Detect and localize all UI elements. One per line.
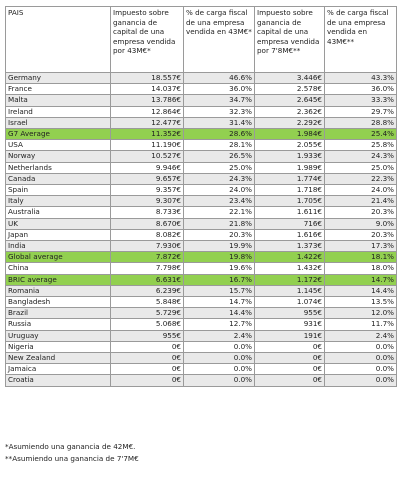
row-tax-43m: 10.527€ [111, 151, 184, 162]
row-pct-43m: 19.6% [184, 263, 255, 274]
row-tax-43m: 9.946€ [111, 162, 184, 173]
row-country: India [6, 241, 111, 252]
row-country: Romania [6, 285, 111, 296]
table-row [6, 375, 397, 386]
row-tax-7-8m: 1.422€ [255, 252, 325, 263]
row-pct-43m: 28.6% [184, 129, 255, 140]
row-pct-43m: 2.4% [184, 330, 255, 341]
row-country: Jamaica [6, 364, 111, 375]
row-pct-7-8m: 33.3% [325, 95, 397, 106]
row-pct-7-8m: 14.4% [325, 285, 397, 296]
row-pct-7-8m: 28.8% [325, 117, 397, 128]
row-country: Malta [6, 95, 111, 106]
row-tax-7-8m: 1.705€ [255, 196, 325, 207]
row-tax-7-8m: 1.373€ [255, 241, 325, 252]
row-country: Italy [6, 196, 111, 207]
row-tax-43m: 0€ [111, 341, 184, 352]
row-country: Israel [6, 117, 111, 128]
row-tax-43m: 9.657€ [111, 173, 184, 184]
row-tax-7-8m: 716€ [255, 218, 325, 229]
row-tax-7-8m: 2.645€ [255, 95, 325, 106]
table-row [6, 196, 397, 207]
row-tax-43m: 7.798€ [111, 263, 184, 274]
table-row [6, 106, 397, 117]
row-pct-43m: 34.7% [184, 95, 255, 106]
table-row [6, 308, 397, 319]
row-pct-7-8m: 12.0% [325, 308, 397, 319]
row-pct-7-8m: 0.0% [325, 375, 397, 386]
row-tax-43m: 12.864€ [111, 106, 184, 117]
row-pct-43m: 15.7% [184, 285, 255, 296]
row-tax-7-8m: 2.055€ [255, 140, 325, 151]
row-tax-7-8m: 1.432€ [255, 263, 325, 274]
row-country: Ireland [6, 106, 111, 117]
row-country: Nigeria [6, 341, 111, 352]
row-tax-43m: 0€ [111, 364, 184, 375]
row-country: France [6, 84, 111, 95]
row-tax-43m: 0€ [111, 375, 184, 386]
row-pct-7-8m: 0.0% [325, 353, 397, 364]
table-row [6, 84, 397, 95]
row-pct-43m: 16.7% [184, 274, 255, 285]
row-tax-43m: 9.357€ [111, 185, 184, 196]
table-row [6, 218, 397, 229]
table-row [6, 207, 397, 218]
table-row [6, 229, 397, 240]
table-row [6, 162, 397, 173]
row-tax-7-8m: 1.718€ [255, 185, 325, 196]
row-tax-43m: 7.930€ [111, 241, 184, 252]
row-pct-7-8m: 25.4% [325, 129, 397, 140]
row-pct-7-8m: 25.8% [325, 140, 397, 151]
row-pct-7-8m: 20.3% [325, 229, 397, 240]
table-row [6, 353, 397, 364]
header-tax-43m: Impuesto sobre ganancia de capital de una empresa vendida por 43M€* [111, 7, 184, 73]
row-pct-7-8m: 20.3% [325, 207, 397, 218]
row-tax-43m: 5.729€ [111, 308, 184, 319]
row-pct-43m: 28.1% [184, 140, 255, 151]
table-row [6, 285, 397, 296]
row-tax-7-8m: 191€ [255, 330, 325, 341]
tax-comparison-table [5, 6, 397, 387]
row-tax-43m: 8.670€ [111, 218, 184, 229]
row-pct-43m: 21.8% [184, 218, 255, 229]
header-tax-7-8m: Impuesto sobre ganancia de capital de una empresa vendida por 7'8M€** [255, 7, 325, 73]
row-country: Norway [6, 151, 111, 162]
row-tax-7-8m: 1.933€ [255, 151, 325, 162]
table-row [6, 173, 397, 184]
row-pct-43m: 0.0% [184, 375, 255, 386]
row-tax-7-8m: 1.774€ [255, 173, 325, 184]
row-country: Global average [6, 252, 111, 263]
row-pct-7-8m: 0.0% [325, 364, 397, 375]
table-row [6, 263, 397, 274]
row-pct-43m: 32.3% [184, 106, 255, 117]
row-tax-7-8m: 0€ [255, 353, 325, 364]
row-country: Japan [6, 229, 111, 240]
row-country: Brazil [6, 308, 111, 319]
row-tax-7-8m: 0€ [255, 375, 325, 386]
row-tax-43m: 11.352€ [111, 129, 184, 140]
row-tax-7-8m: 931€ [255, 319, 325, 330]
row-tax-43m: 8.082€ [111, 229, 184, 240]
row-country: Spain [6, 185, 111, 196]
row-pct-43m: 14.4% [184, 308, 255, 319]
table-row [6, 241, 397, 252]
row-country: UK [6, 218, 111, 229]
row-pct-43m: 31.4% [184, 117, 255, 128]
row-country: Croatia [6, 375, 111, 386]
row-tax-43m: 12.477€ [111, 117, 184, 128]
row-tax-7-8m: 2.292€ [255, 117, 325, 128]
row-tax-43m: 6.239€ [111, 285, 184, 296]
row-pct-7-8m: 36.0% [325, 84, 397, 95]
row-pct-43m: 19.9% [184, 241, 255, 252]
row-pct-7-8m: 43.3% [325, 73, 397, 84]
row-tax-7-8m: 1.989€ [255, 162, 325, 173]
row-pct-7-8m: 2.4% [325, 330, 397, 341]
table-row [6, 330, 397, 341]
row-pct-7-8m: 18.1% [325, 252, 397, 263]
row-pct-7-8m: 25.0% [325, 162, 397, 173]
table-row [6, 151, 397, 162]
row-tax-43m: 7.872€ [111, 252, 184, 263]
row-pct-7-8m: 13.5% [325, 297, 397, 308]
table-row [6, 73, 397, 84]
row-country: USA [6, 140, 111, 151]
row-tax-7-8m: 1.074€ [255, 297, 325, 308]
row-pct-7-8m: 29.7% [325, 106, 397, 117]
table-row [6, 341, 397, 352]
header-pct-7-8m: % de carga fiscal de una empresa vendida en 43M€** [325, 7, 397, 73]
row-pct-43m: 26.5% [184, 151, 255, 162]
row-pct-7-8m: 17.3% [325, 241, 397, 252]
table-row [6, 95, 397, 106]
row-pct-43m: 20.3% [184, 229, 255, 240]
row-tax-7-8m: 955€ [255, 308, 325, 319]
row-country: China [6, 263, 111, 274]
row-pct-7-8m: 18.0% [325, 263, 397, 274]
row-tax-7-8m: 0€ [255, 364, 325, 375]
row-tax-43m: 14.037€ [111, 84, 184, 95]
table-row [6, 319, 397, 330]
row-tax-43m: 6.631€ [111, 274, 184, 285]
table-row [6, 297, 397, 308]
row-tax-43m: 5.848€ [111, 297, 184, 308]
row-country: Bangladesh [6, 297, 111, 308]
row-pct-7-8m: 22.3% [325, 173, 397, 184]
row-tax-7-8m: 1.172€ [255, 274, 325, 285]
row-pct-43m: 0.0% [184, 364, 255, 375]
row-pct-43m: 19.8% [184, 252, 255, 263]
row-pct-7-8m: 14.7% [325, 274, 397, 285]
footnote-1: *Asumiendo una ganancia de 42M€. [5, 442, 136, 451]
row-tax-7-8m: 0€ [255, 341, 325, 352]
row-pct-7-8m: 24.0% [325, 185, 397, 196]
row-tax-43m: 5.068€ [111, 319, 184, 330]
row-country: Uruguay [6, 330, 111, 341]
row-pct-43m: 36.0% [184, 84, 255, 95]
footnote-2: **Asumiendo una ganancia de 7'7M€ [5, 454, 139, 463]
header-country: PAIS [6, 7, 111, 73]
row-tax-7-8m: 3.446€ [255, 73, 325, 84]
row-country: Germany [6, 73, 111, 84]
row-tax-43m: 8.733€ [111, 207, 184, 218]
row-tax-7-8m: 1.984€ [255, 129, 325, 140]
table-row [6, 140, 397, 151]
row-pct-43m: 12.7% [184, 319, 255, 330]
row-pct-43m: 23.4% [184, 196, 255, 207]
row-pct-7-8m: 9.0% [325, 218, 397, 229]
row-country: Russia [6, 319, 111, 330]
row-pct-7-8m: 0.0% [325, 341, 397, 352]
table-row [6, 185, 397, 196]
row-tax-7-8m: 2.578€ [255, 84, 325, 95]
row-tax-43m: 18.557€ [111, 73, 184, 84]
row-tax-7-8m: 1.611€ [255, 207, 325, 218]
footnotes [5, 441, 139, 465]
table-row [6, 129, 397, 140]
table-body [6, 73, 397, 387]
row-country: New Zealand [6, 353, 111, 364]
row-pct-43m: 14.7% [184, 297, 255, 308]
table-row [6, 364, 397, 375]
row-country: G7 Average [6, 129, 111, 140]
row-tax-43m: 11.190€ [111, 140, 184, 151]
row-country: BRIC average [6, 274, 111, 285]
row-pct-43m: 0.0% [184, 341, 255, 352]
table-row [6, 252, 397, 263]
row-pct-43m: 0.0% [184, 353, 255, 364]
row-tax-43m: 9.307€ [111, 196, 184, 207]
row-pct-43m: 25.0% [184, 162, 255, 173]
table-row [6, 274, 397, 285]
row-tax-43m: 955€ [111, 330, 184, 341]
row-pct-43m: 24.3% [184, 173, 255, 184]
row-pct-7-8m: 21.4% [325, 196, 397, 207]
row-country: Australia [6, 207, 111, 218]
row-pct-43m: 46.6% [184, 73, 255, 84]
row-pct-43m: 22.1% [184, 207, 255, 218]
table-row [6, 117, 397, 128]
row-tax-7-8m: 1.616€ [255, 229, 325, 240]
header-pct-43m: % de carga fiscal de una empresa vendida en 43M€* [184, 7, 255, 73]
table-header-row [6, 7, 397, 73]
row-tax-7-8m: 2.362€ [255, 106, 325, 117]
row-country: Canada [6, 173, 111, 184]
row-country: Netherlands [6, 162, 111, 173]
row-pct-7-8m: 11.7% [325, 319, 397, 330]
row-tax-7-8m: 1.145€ [255, 285, 325, 296]
row-pct-43m: 24.0% [184, 185, 255, 196]
row-tax-43m: 13.786€ [111, 95, 184, 106]
row-tax-43m: 0€ [111, 353, 184, 364]
row-pct-7-8m: 24.3% [325, 151, 397, 162]
